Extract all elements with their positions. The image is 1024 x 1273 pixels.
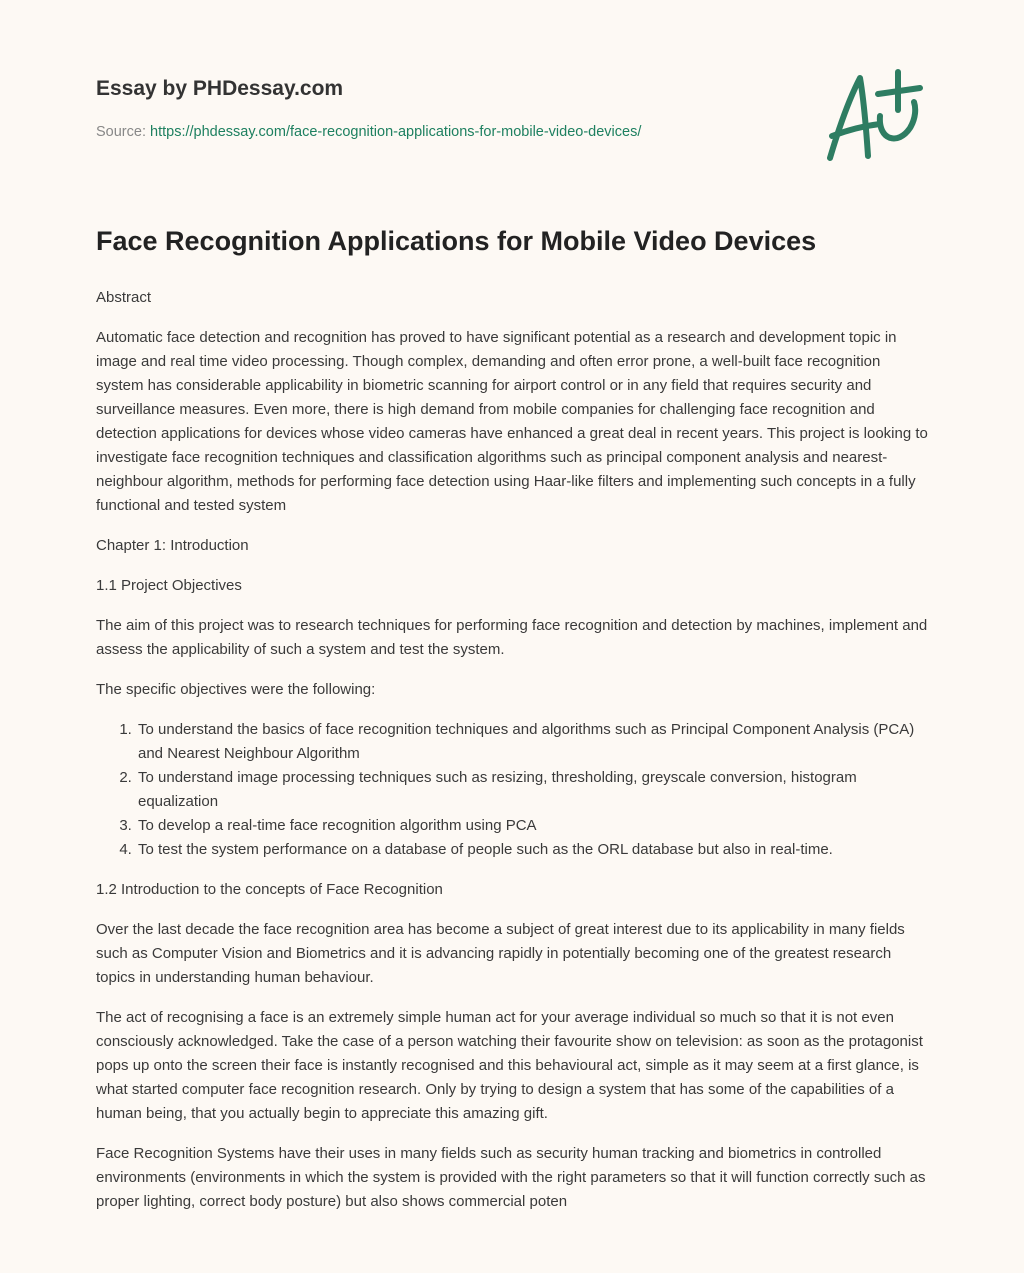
section-heading: 1.2 Introduction to the concepts of Face Recognition — [96, 881, 443, 898]
site-brand: Essay by PHDessay.com — [96, 77, 344, 100]
objectives-list — [96, 718, 928, 862]
essay-body — [96, 286, 928, 1230]
list-item: 3. To develop a real-time face recognition algorithm using PCA — [136, 814, 928, 838]
list-item: 4. To test the system performance on a database of people such as the ORL database but also in real-time. — [136, 838, 928, 862]
source-link[interactable]: https://phdessay.com/face-recognition-applications-for-mobile-video-devices/ — [150, 124, 642, 140]
a-plus-logo-icon — [818, 66, 928, 166]
source-line — [96, 124, 641, 140]
source-label: Source: — [96, 124, 146, 140]
abstract-paragraph: Automatic face detection and recognition has proved to have significant potential as a research and development topic in image and real time video processing. Though complex, demanding and often error prone, a well-built face recognition system has considerable applicability in biometric scanning for airport control or in any field that requires security and surveillance measures. Even more, there is high demand from mobile companies for challenging face recognition and detection applications for devices whose video cameras have enhanced a great deal in recent years. This project is looking to investigate face recognition techniques and classification algorithms such as principal component analysis and nearest-neighbour algorithm, methods for performing face detection using Haar-like filters and implementing such concepts in a fully functional and tested system — [96, 329, 928, 514]
paragraph: Over the last decade the face recognition area has become a subject of great interest due to its applicability in many fields such as Computer Vision and Biometrics and it is advancing rapidly in potentially becoming one of the greatest research topics in understanding human behaviour. — [96, 921, 905, 986]
essay-title: Face Recognition Applications for Mobile Video Devices — [96, 226, 817, 256]
list-item: 1. To understand the basics of face recognition techniques and algorithms such as Principal Component Analysis (PCA) and Nearest Neighbour Algorithm — [136, 718, 928, 766]
paragraph: Face Recognition Systems have their uses in many fields such as security human tracking and biometrics in controlled environments (environments in which the system is provided with the right parameters so that it will function correctly such as proper lighting, correct body posture) but also shows commercial poten — [96, 1145, 926, 1210]
paragraph: The specific objectives were the following: — [96, 681, 376, 698]
paragraph: The aim of this project was to research techniques for performing face recognition and detection by machines, implement and assess the applicability of such a system and test the system. — [96, 617, 928, 658]
list-item: 2. To understand image processing techniques such as resizing, thresholding, greyscale conversion, histogram equalization — [136, 766, 928, 814]
paragraph: The act of recognising a face is an extremely simple human act for your average individual so much so that it is not even consciously acknowledged. Take the case of a person watching their favourite show on television: as soon as the protagonist pops up onto the screen their face is instantly recognised and this behavioural act, simple as it may seem at a first glance, is what started computer face recognition research. Only by trying to design a system that has some of the capabilities of a human being, that you actually begin to appreciate this amazing gift. — [96, 1009, 923, 1122]
section-heading: 1.1 Project Objectives — [96, 577, 242, 594]
abstract-heading: Abstract — [96, 289, 152, 306]
chapter-heading: Chapter 1: Introduction — [96, 537, 249, 554]
